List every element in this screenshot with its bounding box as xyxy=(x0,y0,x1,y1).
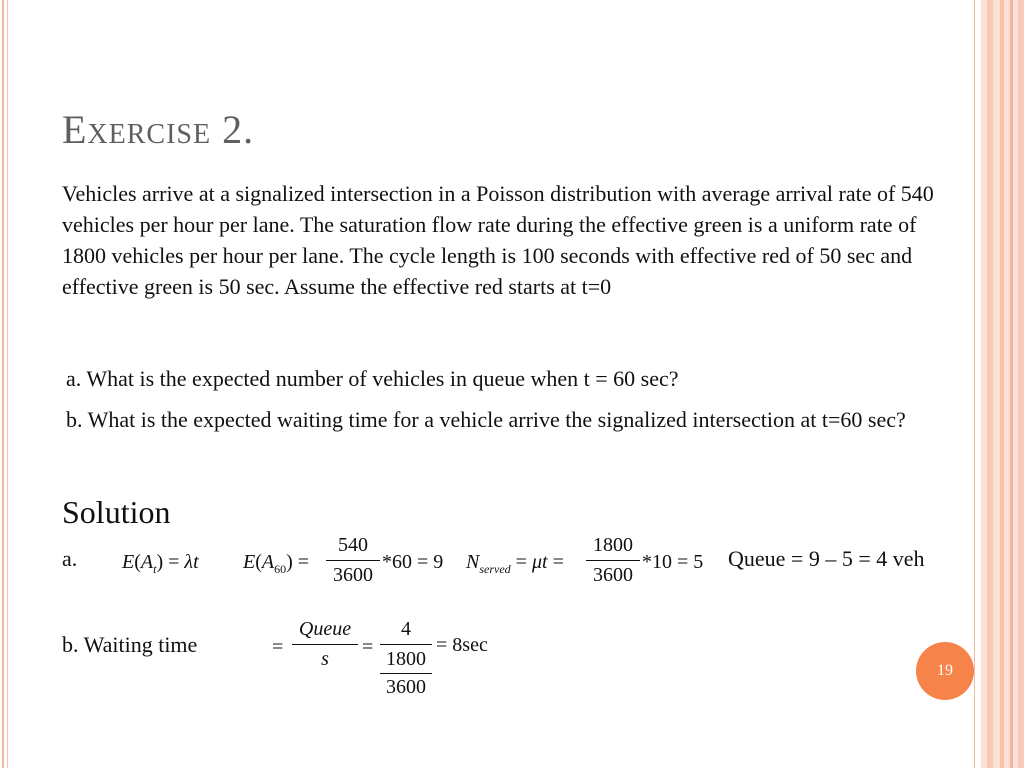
equation-expected-arrivals: $E(A_t) = \lambda t$ xyxy=(122,551,199,576)
equals-sign: = xyxy=(362,636,374,658)
fraction-bar xyxy=(326,560,380,561)
equation-arrivals-60-rhs: *60 = 9 xyxy=(382,551,444,573)
page-number: 19 xyxy=(937,662,953,679)
fraction-bar xyxy=(586,560,640,561)
left-border-decoration xyxy=(0,0,10,768)
page-number-badge xyxy=(916,642,974,700)
fraction-queue-over-s xyxy=(292,618,358,671)
fraction-inner-numerator: 1800 xyxy=(386,648,426,670)
fraction-inner-denominator: 3600 xyxy=(386,676,426,698)
fraction-denominator: 3600 xyxy=(593,564,633,586)
left-border-line xyxy=(7,0,8,768)
equals-sign: = xyxy=(272,636,284,658)
fraction-bar xyxy=(292,644,358,645)
fraction-saturation-rate xyxy=(586,534,640,587)
fraction-numerator: Queue xyxy=(298,618,352,640)
equation-arrivals-60-lhs: $E(A_{60})$ = xyxy=(243,551,310,576)
fraction-numerator: 1800 xyxy=(593,534,633,556)
queue-result: Queue = 9 – 5 = 4 veh xyxy=(728,546,925,571)
fraction-denominator: s xyxy=(321,648,329,670)
right-border-stripe xyxy=(974,0,975,768)
right-border-decoration xyxy=(974,0,1024,768)
fraction-denominator: 3600 xyxy=(333,564,373,586)
solution-label-a: a. xyxy=(62,546,78,571)
equation-served-lhs: $N_{served} = \mu t$ = xyxy=(466,551,564,576)
fraction-arrival-rate xyxy=(326,534,380,587)
left-border-line xyxy=(2,0,4,768)
fraction-numerator: 4 xyxy=(401,618,411,640)
waiting-time-result: = 8sec xyxy=(436,634,488,656)
fraction-numerator: 540 xyxy=(338,534,368,556)
solution-label-b: b. Waiting time xyxy=(62,632,198,657)
fraction-inner-bar xyxy=(380,673,432,674)
question-a: a. What is the expected number of vehicles in queue when t = 60 sec? xyxy=(66,366,679,391)
fraction-compound xyxy=(380,618,432,699)
right-border-stripe xyxy=(987,0,993,768)
problem-statement: Vehicles arrive at a signalized intersection in a Poisson distribution with average arrival rate of 540 vehicles per hour per lane. The saturation flow rate during the effective green is a uniform rate of 1800 vehicles per hour per lane. The cycle length is 100 seconds with effective red of 50 sec and effective green is 50 sec. Assume the effective red starts at t=0 xyxy=(62,181,934,299)
question-b: b. What is the expected waiting time for a vehicle arrive the signalized intersection at t=60 sec? xyxy=(66,407,906,432)
right-border-stripe xyxy=(1018,0,1024,768)
slide-title: Exercise 2. xyxy=(62,107,255,152)
right-border-stripe xyxy=(1010,0,1013,768)
equation-served-rhs: *10 = 5 xyxy=(642,551,704,573)
fraction-bar xyxy=(380,644,432,645)
right-border-stripe xyxy=(1000,0,1004,768)
solution-heading: Solution xyxy=(62,494,171,530)
